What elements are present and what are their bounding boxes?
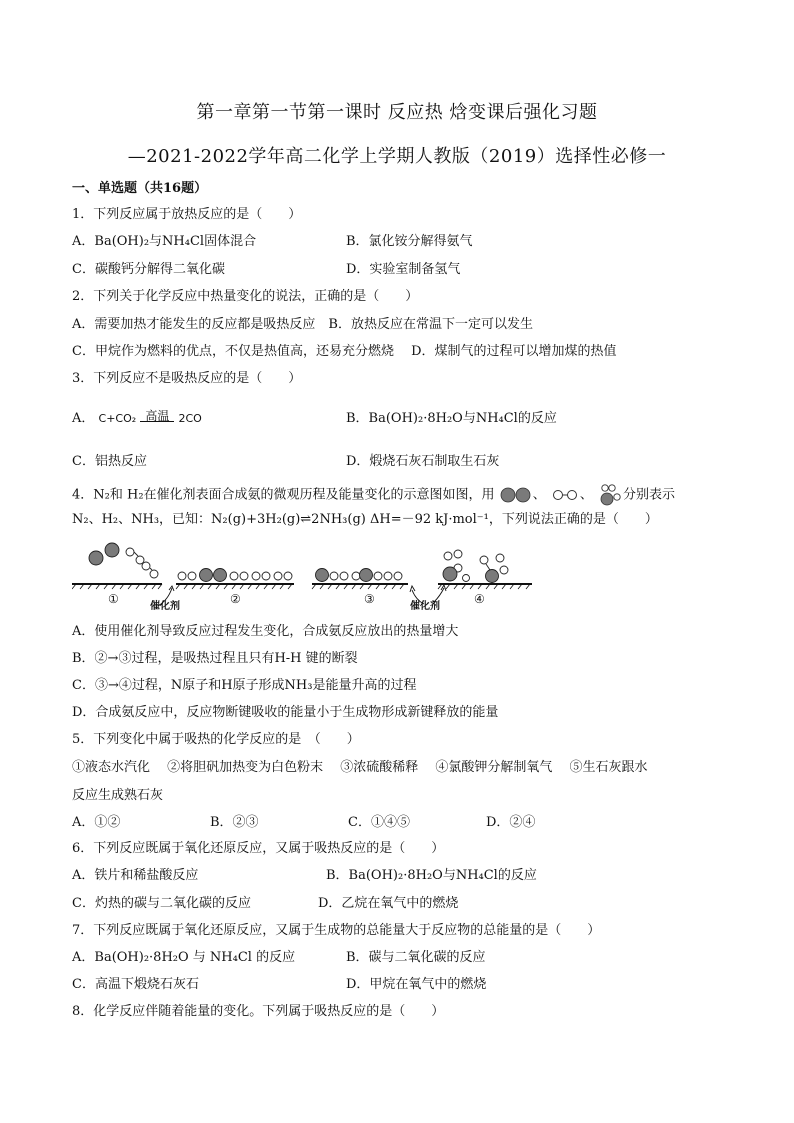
stem-text: 分别表示 [623,487,676,503]
ammonia-synthesis-diagram [72,540,532,612]
question-1-option-c: C．碳酸钙分解得二氧化碳 [72,262,225,277]
question-1-stem: 1．下列反应属于放热反应的是（ ） [72,207,302,222]
question-5-option-b: B．②③ [210,815,259,830]
section-heading: 一、单选题（共16题） [72,181,208,196]
question-7-option-c: C．高温下煅烧石灰石 [72,977,199,992]
question-3-stem: 3．下列反应不是吸热反应的是（ ） [72,371,302,386]
question-5-option-c: C．①④⑤ [348,815,410,830]
question-3-option-c: C．铝热反应 [72,454,147,469]
question-5-option-d: D．②④ [486,815,536,830]
nh3-molecule-icon [597,484,623,506]
question-6-option-c: C．灼热的碳与二氧化碳的反应 [72,896,251,911]
question-2-stem: 2．下列关于化学反应中热量变化的说法，正确的是（ ） [72,289,419,304]
step-label-3: ③ [364,592,375,606]
question-4-option-a: A．使用催化剂导致反应过程发生变化，合成氨反应放出的热量增大 [72,624,459,639]
n2-molecule-icon [499,487,533,503]
question-3-option-a [72,410,202,428]
page-subtitle: —2021-2022学年高二化学上学期人教版（2019）选择性必修一 [127,146,667,167]
question-4-stem-line2: N₂、H₂、NH₃，已知：N₂(g)+3H₂(g)⇌2NH₃(g) ΔH=－92 kJ·mol⁻¹，下列说法正确的是（ ） [72,512,658,527]
equation-reactants: C+CO₂ [98,412,137,425]
question-4-option-d: D．合成氨反应中，反应物断键吸收的能量小于生成物形成新键释放的能量 [72,705,499,720]
catalyst-label-2: 催化剂 [410,601,440,612]
panel-1-molecules [89,543,158,578]
separator: 、 [532,487,546,503]
question-5-items-cont: 反应生成熟石灰 [72,788,164,803]
step-label-2: ② [230,592,241,606]
step-label-4: ④ [474,592,485,606]
equation-arrow [140,409,174,423]
question-2-options-ab: A．需要加热才能发生的反应都是吸热反应 B．放热反应在常温下一定可以发生 [72,317,533,332]
question-4-stem-line1 [72,484,675,506]
question-6-option-a: A．铁片和稀盐酸反应 [72,868,199,883]
question-5-items: ①液态水汽化 ②将胆矾加热变为白色粉末 ③浓硫酸稀释 ④氯酸钾分解制氧气 ⑤生石灰跟水 [72,760,648,775]
question-7-option-d: D．甲烷在氧气中的燃烧 [346,977,487,992]
question-1-option-a: A．Ba(OH)₂与NH₄Cl固体混合 [72,234,257,249]
question-8-stem: 8．化学反应伴随着能量的变化。下列属于吸热反应的是（ ） [72,1004,445,1019]
option-a-label: A． [72,411,95,426]
panel-4-molecules [443,550,508,583]
page-title: 第一章第一节第一课时 反应热 焓变课后强化习题 [196,102,598,123]
question-5-stem: 5．下列变化中属于吸热的化学反应的是 （ ） [72,732,360,747]
question-7-option-b: B．碳与二氧化碳的反应 [346,950,486,965]
question-7-option-a: A．Ba(OH)₂·8H₂O 与 NH₄Cl 的反应 [72,950,296,965]
equation-products: 2CO [178,412,202,425]
equation-condition: 高温 [145,409,170,423]
question-5-option-a: A．①② [72,815,121,830]
question-2-options-cd: C．甲烷作为燃料的优点，不仅是热值高，还易充分燃烧 D．煤制气的过程可以增加煤的热值 [72,344,617,359]
question-4-option-b: B．②→③过程，是吸热过程且只有H-H 键的断裂 [72,651,358,666]
h2-molecule-icon [550,487,580,503]
question-1-option-d: D．实验室制备氢气 [346,262,461,277]
panel-2-molecules [178,569,292,582]
question-3-option-d: D．煅烧石灰石制取生石灰 [346,454,500,469]
question-7-stem: 7．下列反应既属于氧化还原反应，又属于生成物的总能量大于反应物的总能量的是（ ） [72,923,601,938]
step-label-1: ① [108,592,119,606]
catalyst-label-1: 催化剂 [150,601,180,612]
question-6-option-b: B．Ba(OH)₂·8H₂O与NH₄Cl的反应 [326,868,537,883]
question-4-option-c: C．③→④过程，N原子和H原子形成NH₃是能量升高的过程 [72,678,417,693]
question-6-stem: 6．下列反应既属于氧化还原反应，又属于吸热反应的是（ ） [72,841,445,856]
question-1-option-b: B．氯化铵分解得氨气 [346,234,473,249]
stem-text: 4．N₂和 H₂在催化剂表面合成氨的微观历程及能量变化的示意图如图，用 [72,487,495,503]
catalyst-arrows [158,585,446,606]
question-3-option-b: B．Ba(OH)₂·8H₂O与NH₄Cl的反应 [346,411,557,426]
separator: 、 [579,487,593,503]
panel-3-molecules [316,569,403,582]
question-6-option-d: D．乙烷在氧气中的燃烧 [318,896,459,911]
